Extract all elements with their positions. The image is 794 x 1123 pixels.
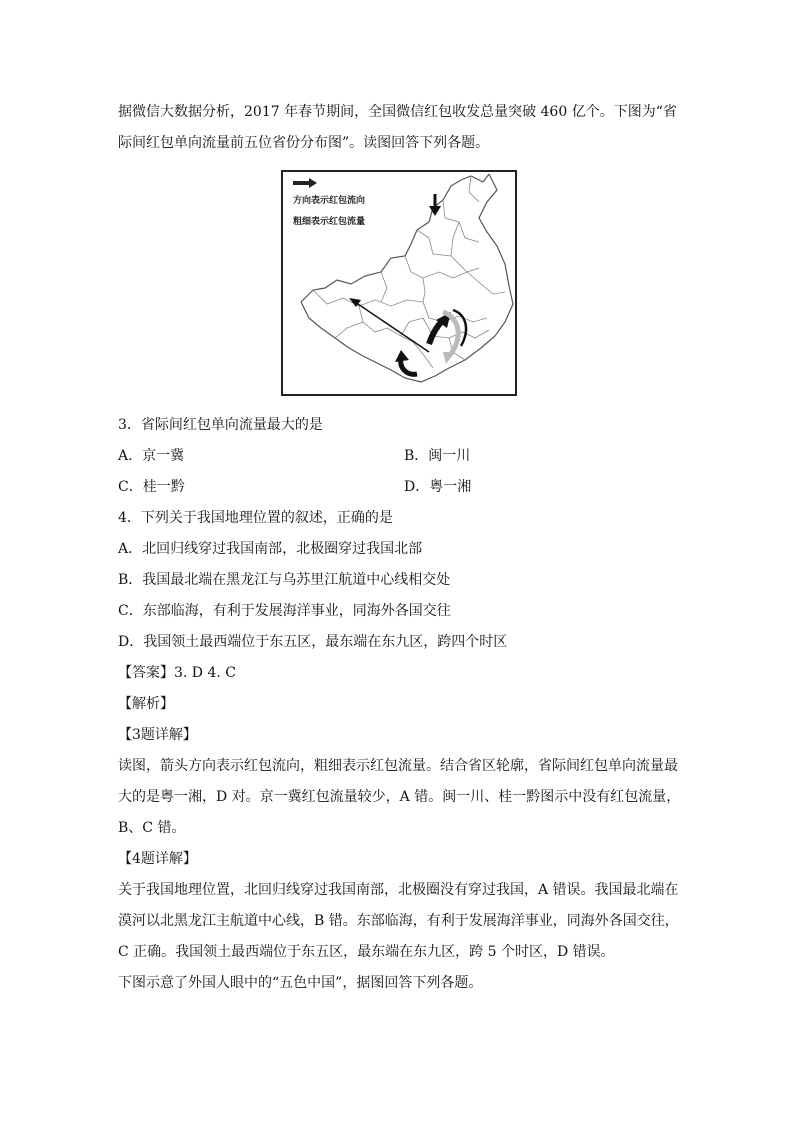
q3-option-c: C．桂一黔 [118, 479, 185, 495]
q4-option-c: C．东部临海，有利于发展海洋事业，同海外各国交往 [118, 603, 451, 619]
q3-option-b: B．闽一川 [404, 448, 471, 464]
intro-line-1: 据微信大数据分析，2017 年春节期间，全国微信红包收发总量突破 460 亿个。下图为“省 [118, 104, 677, 120]
q3-option-d: D．粤一湘 [404, 479, 472, 495]
q4-detail-line-3: C 正确。我国领土最西端位于东五区，最东端在东九区，跨 5 个时区，D 错误。 [118, 944, 615, 960]
small-flow-arrow-icon [429, 194, 441, 216]
q4-option-b: B．我国最北端在黑龙江与乌苏里江航道中心线相交处 [118, 572, 451, 588]
q3-option-a: A．京一冀 [118, 448, 185, 464]
q4-option-d: D．我国领土最西端位于东五区，最东端在东九区，跨四个时区 [118, 634, 508, 650]
q4-option-a: A．北回归线穿过我国南部，北极圈穿过我国北部 [118, 541, 423, 557]
q3-detail-heading: 【3题详解】 [118, 727, 197, 743]
q3-detail-line-3: B、C 错。 [118, 820, 186, 836]
q4-detail-line-2: 漠河以北黑龙江主航道中心线，B 错。东部临海，有利于发展海洋事业，同海外各国交往， [118, 913, 679, 929]
q4-detail-heading: 【4题详解】 [118, 851, 197, 867]
thin-flow-arrow-icon [349, 298, 429, 352]
legend-direction-label: 方向表示红包流向 [293, 196, 366, 206]
red-packet-flow-map [281, 170, 517, 396]
china-map-illustration [283, 172, 515, 394]
intro-line-2: 际间红包单向流量前五位省份分布图”。读图回答下列各题。 [118, 135, 490, 151]
legend-arrow-icon [293, 178, 317, 188]
analysis-heading: 【解析】 [118, 696, 174, 712]
q3-detail-line-2: 大的是粤一湘，D 对。京一冀红包流量较少，A 错。闽一川、桂一黔图示中没有红包流量， [118, 789, 681, 805]
legend-thickness-label: 粗细表示红包流量 [293, 217, 366, 227]
q3-stem: 3．省际间红包单向流量最大的是 [118, 417, 323, 433]
q4-stem: 4．下列关于我国地理位置的叙述，正确的是 [118, 510, 393, 526]
q4-detail-line-1: 关于我国地理位置，北回归线穿过我国南部，北极圈没有穿过我国，A 错误。我国最北端在 [118, 882, 679, 898]
q3-detail-line-1: 读图，箭头方向表示红包流向，粗细表示红包流量。结合省区轮廓，省际间红包单向流量最 [118, 758, 678, 774]
answer-line: 【答案】3. D 4. C [118, 665, 237, 681]
next-section-intro: 下图示意了外国人眼中的“五色中国”，据图回答下列各题。 [118, 975, 483, 991]
